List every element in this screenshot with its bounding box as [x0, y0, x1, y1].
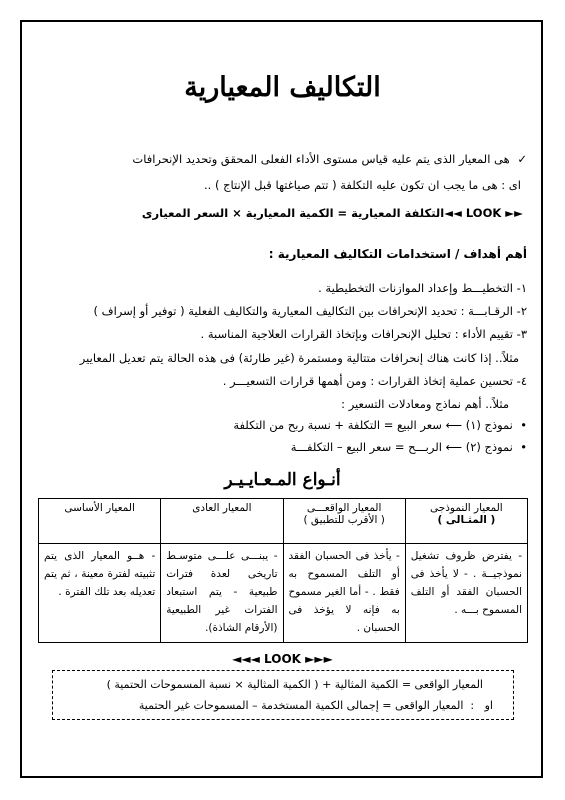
- page-title: التكاليف المعيارية: [184, 72, 381, 103]
- or-label: او: [484, 699, 493, 712]
- look-word: LOOK: [465, 206, 502, 220]
- bullet-icon: •: [516, 418, 527, 432]
- table-header-cell: [283, 499, 405, 544]
- look-word: LOOK: [264, 652, 301, 666]
- objective-item: ١- التخطيـــط وإعداد الموازنات التخطيطية .: [318, 281, 527, 295]
- table-cell: - يفترض ظروف تشغيل نموذجيــة . - لا يأخذ فى الحسبان الفقد أو التلف المسموح بـــه .: [405, 544, 527, 643]
- pricing-model-2: [291, 440, 527, 454]
- pricing-model-text: نموذج (٢) ⟵ الربـــح = سعر البيع – التكلفـــة: [290, 440, 513, 454]
- arrows-left-icon: ◄◄◄: [232, 652, 260, 666]
- arrows-right-icon: ►►►: [305, 652, 333, 666]
- formula-box: [52, 670, 514, 720]
- table-header-cell: [39, 499, 161, 544]
- arrows-left-icon: ◄◄: [444, 206, 462, 220]
- pricing-model-1: [233, 418, 527, 432]
- table-header-row: [39, 499, 528, 544]
- look-formula-line: [142, 206, 527, 220]
- objectives-heading: أهم أهداف / استخدامات التكاليف المعيارية :: [268, 247, 527, 261]
- look-label: [444, 206, 527, 220]
- standards-table: [38, 498, 528, 643]
- definition-line-2: اى : هى ما يجب ان تكون عليه التكلفة ( تتم صياغتها قبل الإنتاج ) ..: [204, 178, 521, 192]
- table-cell: - هــو المعيار الذى يتم تثبيته لفترة معينة ، ثم يتم تعديله بعد تلك الفترة .: [39, 544, 161, 643]
- bullet-icon: •: [516, 440, 527, 454]
- objective-item: ٢- الرقـابـــة : تحديد الإنحرافات بين التكاليف المعيارية والتكاليف الفعلية ( توفير أو إسراف ): [93, 304, 527, 318]
- definition-text-1: هى المعيار الذى يتم عليه قياس مستوى الأداء الفعلى المحقق وتحديد الإنحرافات: [132, 152, 510, 166]
- column-subtitle: ( الأقرب للتطبيق ): [303, 514, 385, 526]
- realistic-formula-2-line: او : المعيار الواقعى = إجمالى الكمية المستخدمة – المسموحات غير الحتمية: [138, 699, 493, 712]
- objective-item: ٣- تقييم الأداء : تحليل الإنحرافات وبإتخاذ القرارات العلاجية المناسبة .: [200, 327, 527, 341]
- standard-cost-formula: التكلفة المعيارية = الكمية المعيارية × السعر المعيارى: [141, 206, 445, 220]
- look-banner: [0, 652, 565, 666]
- standards-types-heading: أنـواع المـعـايـيـر: [224, 470, 341, 490]
- column-title: المعيار النموذجى: [430, 502, 503, 514]
- definition-line-1: [132, 152, 527, 166]
- column-title: المعيار العادى: [192, 502, 252, 514]
- objective-example: مثلاً.. إذا كانت هناك إنحرافات متتالية ومستمرة (غير طارئة) فى هذه الحالة يتم تعديل المعايير: [79, 351, 519, 365]
- realistic-formula-2: المعيار الواقعى = إجمالى الكمية المستخدمة – المسموحات غير الحتمية: [138, 699, 464, 712]
- table-cell: - يأخذ فى الحسبان الفقد أو التلف المسموح به فقط . - أما الغير مسموح به فإنه لا يؤخذ فى الحسبان .: [283, 544, 405, 643]
- check-icon: ✓: [517, 152, 527, 166]
- objective-example: مثلاً.. أهم نماذج ومعادلات التسعير :: [341, 397, 509, 411]
- arrows-right-icon: ►►: [505, 206, 523, 220]
- table-header-cell: [405, 499, 527, 544]
- realistic-formula-1: المعيار الواقعى = الكمية المثالية + ( الكمية المثالية × نسبة المسموحات الحتمية ): [106, 678, 483, 691]
- column-title: المعيار الواقعـــى: [306, 502, 382, 514]
- table-row: [39, 544, 528, 643]
- table-header-cell: [161, 499, 283, 544]
- column-subtitle: ( المثـالى ): [437, 514, 496, 526]
- pricing-model-text: نموذج (١) ⟵ سعر البيع = التكلفة + نسبة ربح من التكلفة: [233, 418, 513, 432]
- table-cell: - يبنـــى علـــى متوسـط تاريخى لعدة فترات طبيعية - يتم استبعاد الفترات غير الطبيعية (الأرقام الشاذة).: [161, 544, 283, 643]
- column-title: المعيار الأساسى: [64, 502, 135, 514]
- objective-item: ٤- تحسين عملية إتخاذ القرارات : ومن أهمها قرارات التسعيـــر .: [222, 374, 527, 388]
